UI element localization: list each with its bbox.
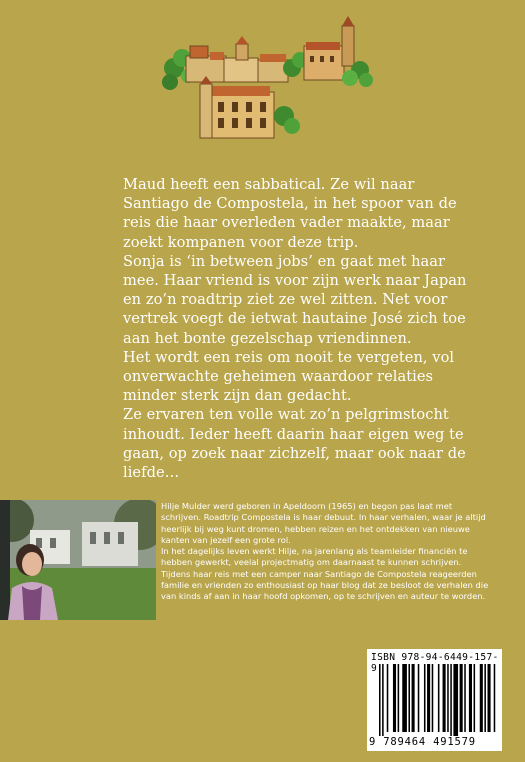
barcode-bar xyxy=(474,664,476,732)
barcode-bar xyxy=(432,664,434,732)
author-portrait-photo-icon xyxy=(0,500,156,620)
barcode-bar xyxy=(424,664,426,732)
barcode-bar xyxy=(460,664,463,732)
back-cover-blurb xyxy=(123,175,483,482)
barcode-bar xyxy=(464,664,466,732)
blurb-paragraph: Sonja is ‘in between jobs’ en gaat met haar mee. Haar vriend is voor zijn werk naar Japan en zo’n roadtrip ziet ze wel zitten. Net voor vertrek voegt de ietwat hautaine José zich toe aan het bonte gezelschap vriendinnen. xyxy=(123,252,467,347)
blurb-paragraph: Het wordt een reis om nooit te vergeten, vol onverwachte geheimen waardoor relaties minder sterk zijn dan gedacht. xyxy=(123,348,455,405)
barcode-bar xyxy=(450,664,452,736)
barcode-bar xyxy=(427,664,430,732)
barcode-bar xyxy=(398,664,400,732)
barcode-bar xyxy=(494,664,496,732)
barcode-bar xyxy=(379,664,381,736)
barcode-bar xyxy=(418,664,420,732)
barcode-bar xyxy=(393,664,396,732)
barcode-bar xyxy=(447,664,449,732)
barcode-bar xyxy=(412,664,415,732)
barcode-bar xyxy=(484,664,486,732)
barcode-digits: 9 789464 491579 xyxy=(369,736,476,748)
barcode-bar xyxy=(480,664,483,732)
barcode-bar xyxy=(453,664,458,736)
bio-paragraph: Tijdens haar reis met een camper naar Santiago de Compostela reageerden familie en vrienden zo enthousiast op haar blog dat ze besloot de verhalen die van kinds af aan in haar hoofd opkomen, op te schrijven en auteur te worden. xyxy=(161,568,489,602)
barcode-bar xyxy=(438,664,440,732)
bio-paragraph: Hilje Mulder werd geboren in Apeldoorn (1965) en begon pas laat met schrijven. Roadtrip Compostela is haar debuut. In haar verhalen, waar je altijd heerlijk bij weg kunt dromen, hebben reizen en het ontdekken van nieuwe kanten van jezelf een grote rol. xyxy=(161,501,486,545)
blurb-paragraph: Maud heeft een sabbatical. Ze wil naar Santiago de Compostela, in het spoor van de reis die haar overleden vader maakte, maar zoekt kompanen voor deze trip. xyxy=(123,176,457,251)
castle-village-illustration-icon xyxy=(160,16,374,142)
isbn-label: ISBN 978-94-6449-157-9 xyxy=(371,652,499,674)
barcode-bar xyxy=(469,664,472,732)
blurb-paragraph: Ze ervaren ten volle wat zo’n pelgrimstocht inhoudt. Ieder heeft daarin haar eigen weg te gaan, op zoek naar zichzelf, maar ook naar de liefde… xyxy=(123,406,466,482)
barcode-bar xyxy=(488,664,491,732)
barcode-bar xyxy=(382,664,384,736)
bio-paragraph: In het dagelijks leven werkt Hilje, na jarenlang als teamleider financiën te hebben gewerkt, veelal projectmatig om daarnaast te kunnen schrijven. xyxy=(161,546,468,568)
barcode-bar xyxy=(387,664,389,732)
author-bio xyxy=(161,501,491,603)
isbn-barcode xyxy=(367,649,502,751)
barcode-bar xyxy=(402,664,407,732)
barcode-bar xyxy=(408,664,410,732)
barcode-icon xyxy=(367,664,502,736)
barcode-bar xyxy=(443,664,446,732)
